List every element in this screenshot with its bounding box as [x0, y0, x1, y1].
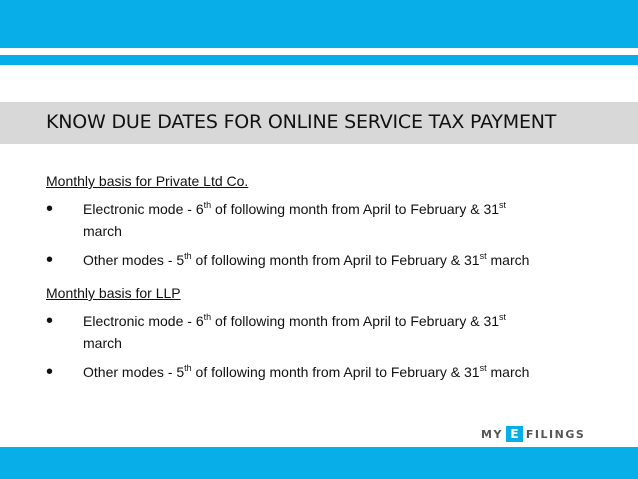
bullet-icon: •: [46, 310, 54, 332]
list-item: [46, 199, 626, 241]
item-text: Electronic mode - 6th of following month from April to February & 31st: [83, 200, 507, 217]
item-text: Other modes - 5th of following month from April to February & 31st march: [83, 251, 530, 268]
section-heading-private-ltd: Monthly basis for Private Ltd Co.: [46, 173, 249, 189]
item-text: Electronic mode - 6th of following month from April to February & 31st: [83, 312, 507, 329]
item-text-continuation: march: [83, 223, 122, 239]
bottom-accent-bar: [0, 447, 638, 479]
bullet-icon: •: [46, 198, 54, 220]
myefilings-logo: [481, 425, 585, 443]
item-text: Other modes - 5th of following month from April to February & 31st march: [83, 363, 530, 380]
bullet-icon: •: [46, 249, 54, 271]
list-item: [46, 311, 626, 353]
slide-content: [46, 171, 626, 391]
section-heading-llp: Monthly basis for LLP: [46, 285, 181, 301]
item-text-continuation: march: [83, 335, 122, 351]
logo-e-box: E: [506, 426, 523, 442]
slide-title: KNOW DUE DATES FOR ONLINE SERVICE TAX PAYMENT: [46, 111, 557, 133]
logo-text-right: FILINGS: [525, 427, 586, 441]
bullet-icon: •: [46, 361, 54, 383]
top-accent-bar: [0, 0, 638, 48]
list-item: [46, 250, 626, 270]
top-accent-line: [0, 55, 638, 65]
list-item: [46, 362, 626, 382]
logo-text-left: MY: [481, 427, 503, 441]
